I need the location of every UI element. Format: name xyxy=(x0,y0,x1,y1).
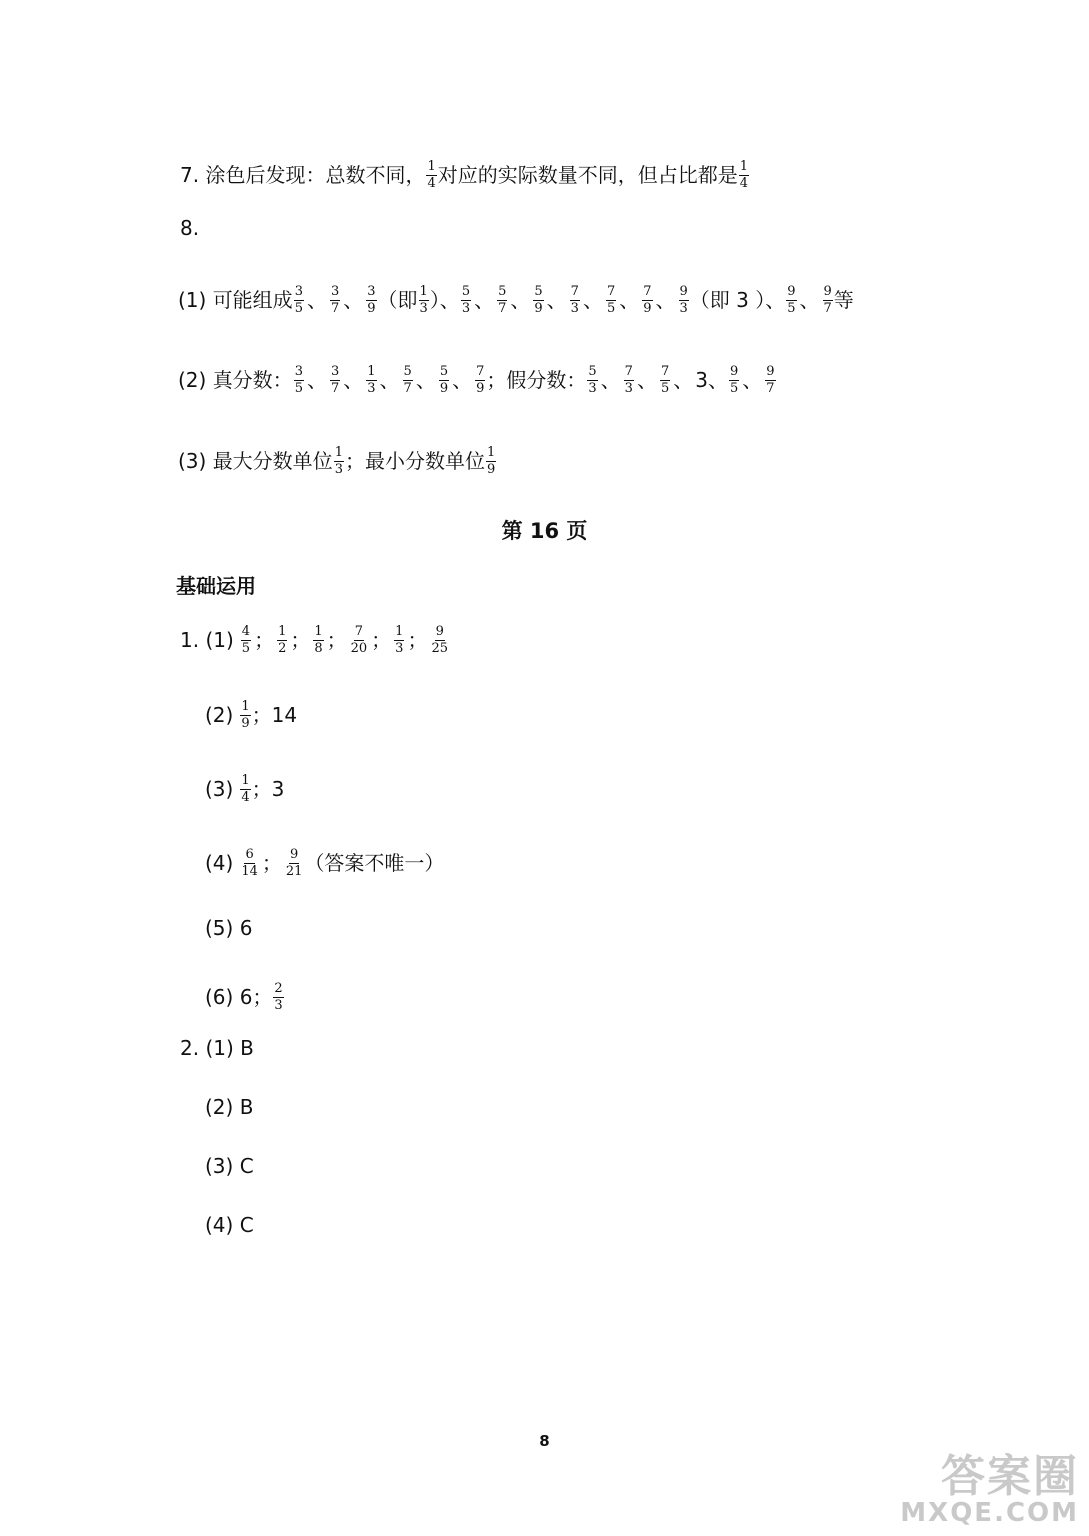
fraction: $\frac{1}{3}$ xyxy=(419,284,428,316)
fraction: $\frac{7}{3}$ xyxy=(624,364,633,396)
s1-label: 1. (1) xyxy=(180,628,234,653)
q1-line: (1) 可能组成 $\frac{3}{5}$ 、 $\frac{3}{7}$ 、 $\frac{3}{9}$ （即 $\frac{1}{3}$ ）、 $\frac{5}{3}$ 、 $\frac{5}{7}$ 、 $\frac{5}{9}$ 、 $\frac{7}{3}$ 、 $\frac{7}{5}$ 、 $\frac{7}{9}$ 、 $\frac{9}{3}$ （即 3 ）、 $\frac{9}{5}$ 、 $\frac{9}{7}$ 等 xyxy=(178,284,854,316)
fraction: $\frac{7}{20}$ xyxy=(350,624,368,656)
fraction: $\frac{3}{9}$ xyxy=(367,284,376,316)
q2-label: (2) 真分数： xyxy=(178,368,293,393)
fraction: $\frac{5}{7}$ xyxy=(498,284,507,316)
fraction: $\frac{1}{8}$ xyxy=(314,624,323,656)
fraction: $\frac{7}{9}$ xyxy=(476,364,485,396)
s2-line: 2. (1) B xyxy=(180,1036,254,1060)
fraction: $\frac{1}{3}$ xyxy=(395,624,404,656)
watermark-logo xyxy=(900,1451,1079,1529)
fraction: $\frac{1}{4}$ xyxy=(241,773,250,805)
s1-5-line: (5) 6 xyxy=(205,916,253,940)
q1-label: (1) 可能组成 xyxy=(178,288,293,313)
fraction: $\frac{5}{9}$ xyxy=(439,364,449,396)
s1-2-line: (2) $\frac{1}{9}$ ；14 xyxy=(205,699,298,731)
fraction: $\frac{1}{3}$ xyxy=(334,445,343,477)
q3-label: (3) 最大分数单位 xyxy=(178,449,333,474)
watermark-top: 答案圈 xyxy=(941,1451,1079,1503)
fraction: $\frac{1}{3}$ xyxy=(367,364,376,396)
s2-3-line: (3) C xyxy=(205,1154,254,1178)
q2-line: (2) 真分数： $\frac{3}{5}$ 、 $\frac{3}{7}$ 、 $\frac{1}{3}$ 、 $\frac{5}{7}$ 、 $\frac{5}{9}$ 、 $\frac{7}{9}$ ；假分数： $\frac{5}{3}$ 、 $\frac{7}{3}$ 、 $\frac{7}{5}$ 、 3、 $\frac{9}{5}$ 、 $\frac{9}{7}$ xyxy=(178,364,775,396)
item-7-line xyxy=(180,160,750,190)
q3-line: (3) 最大分数单位 $\frac{1}{3}$ ；最小分数单位 $\frac{1}{9}$ xyxy=(178,445,496,477)
fraction: $\frac{5}{3}$ xyxy=(461,284,471,316)
fraction: $\frac{3}{7}$ xyxy=(330,284,340,316)
fraction: $\frac{9}{21}$ xyxy=(285,847,303,879)
fraction: $\frac{1}{2}$ xyxy=(278,624,287,656)
s1-3-line: (3) $\frac{1}{4}$ ；3 xyxy=(205,773,285,805)
s2-4-line: (4) C xyxy=(205,1213,254,1237)
fraction: $\frac{7}{5}$ xyxy=(606,284,616,316)
page-title: 第 16 页 xyxy=(501,519,588,543)
fraction: $\frac{3}{5}$ xyxy=(294,364,303,396)
fraction: $\frac{1}{9}$ xyxy=(486,445,496,477)
fraction: $\frac{9}{7}$ xyxy=(766,364,775,396)
fraction: $\frac{9}{3}$ xyxy=(679,284,688,316)
section-heading: 基础运用 xyxy=(176,574,256,598)
fraction: $\frac{4}{5}$ xyxy=(241,624,251,656)
s2-2-line: (2) B xyxy=(205,1095,254,1119)
fraction: $\frac{6}{14}$ xyxy=(241,847,258,879)
fraction: $\frac{3}{7}$ xyxy=(330,364,340,396)
fraction: $\frac{1}{9}$ xyxy=(241,699,250,731)
fraction: $\frac{9}{7}$ xyxy=(823,284,832,316)
watermark-bottom: MXQE.COM xyxy=(900,1498,1079,1529)
fraction: $\frac{9}{25}$ xyxy=(431,624,448,656)
fraction: $\frac{3}{5}$ xyxy=(294,284,303,316)
s1-4-line: (4) $\frac{6}{14}$ ； $\frac{9}{21}$ （答案不唯一） xyxy=(205,847,445,879)
fraction: $\frac{5}{7}$ xyxy=(403,364,412,396)
fraction: $\frac{9}{5}$ xyxy=(787,284,796,316)
s1-6-line: (6) 6； $\frac{2}{3}$ xyxy=(205,981,283,1013)
page-number: 8 xyxy=(539,1432,550,1450)
fraction: $\frac{2}{3}$ xyxy=(274,981,283,1013)
fraction: $\frac{9}{5}$ xyxy=(729,364,739,396)
fraction: $\frac{5}{9}$ xyxy=(534,284,543,316)
fraction: $\frac{7}{5}$ xyxy=(660,364,670,396)
item-7-prefix: 7. 涂色后发现：总数不同， xyxy=(180,163,426,188)
item-7-middle: 对应的实际数量不同，但占比都是 xyxy=(437,163,738,188)
s1-line: 1. (1) $\frac{4}{5}$ ； $\frac{1}{2}$ ； $\frac{1}{8}$ ； $\frac{7}{20}$ ； $\frac{1}{3}$ ； $\frac{9}{25}$ xyxy=(180,624,448,656)
fraction: $\frac{1}{4}$ xyxy=(739,159,749,191)
fraction: $\frac{1}{4}$ xyxy=(427,159,436,191)
item-8-label: 8. xyxy=(180,216,200,240)
fraction: $\frac{7}{3}$ xyxy=(570,284,579,316)
fraction: $\frac{5}{3}$ xyxy=(588,364,597,396)
fraction: $\frac{7}{9}$ xyxy=(643,284,652,316)
